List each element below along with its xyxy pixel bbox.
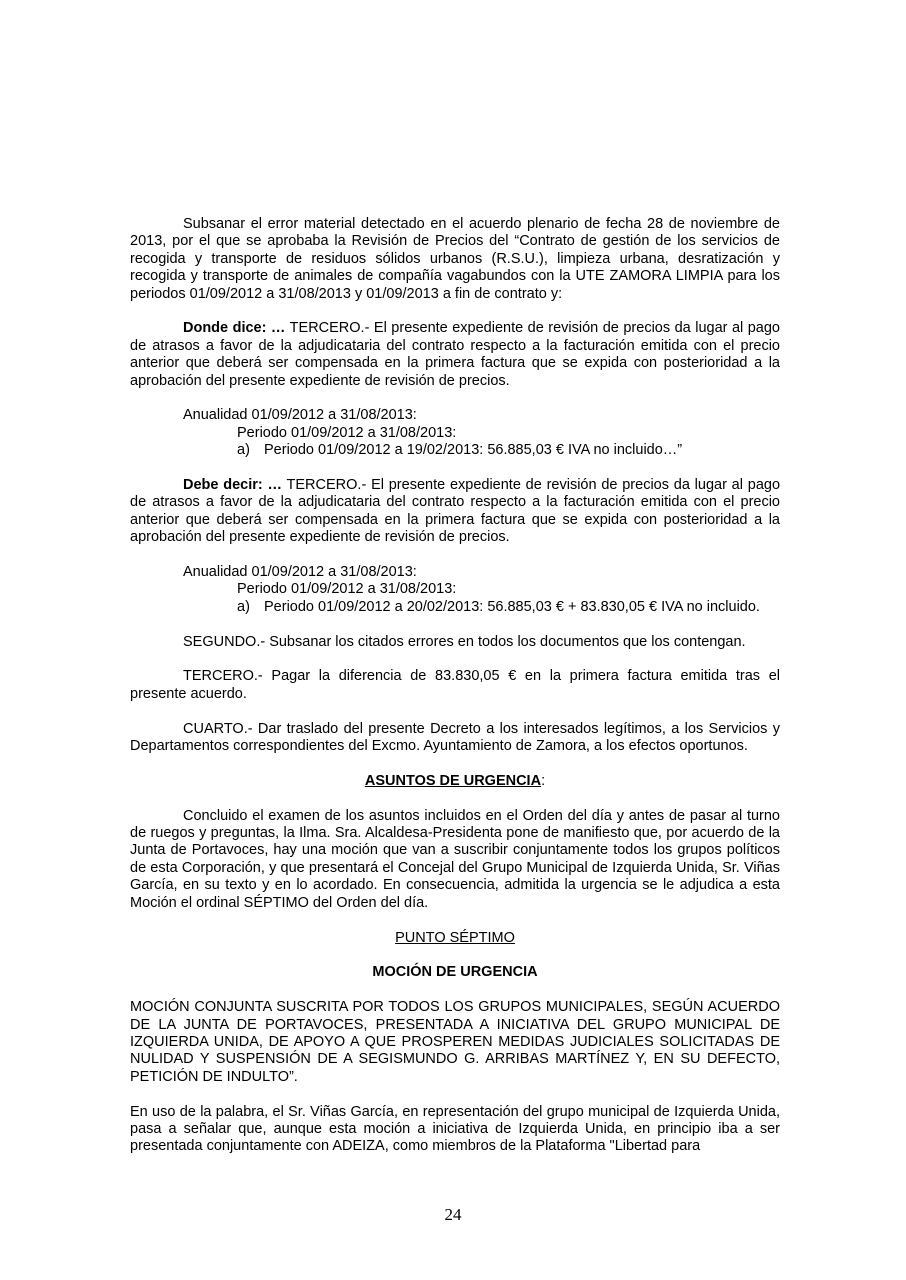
- donde-periodo: Periodo 01/09/2012 a 31/08/2013:: [237, 424, 457, 441]
- debe-periodo: Periodo 01/09/2012 a 31/08/2013:: [237, 581, 457, 598]
- donde-dice-label: Donde dice: …: [183, 320, 286, 337]
- debe-decir-label: Debe decir: …: [183, 477, 283, 494]
- mocion-title: MOCIÓN CONJUNTA SUSCRITA POR TODOS LOS GRUPOS MUNICIPALES, SEGÚN ACUERDO DE LA JUNTA DE PORTAVOCES, PRESENTADA A INICIATIVA DEL GRUPO MUNICIPAL DE IZQUIERDA UNIDA, DE APOYO A QUE PROSPEREN MEDIDAS JUDICIALES SOLICITADAS DE NULIDAD Y SUSPENSIÓN DE A SEGISMUNDO G. ARRIBAS MARTÍNEZ Y, EN SU DEFECTO, PETICIÓN DE INDULTO”.: [130, 999, 780, 1085]
- page-body: [130, 216, 780, 1156]
- urgencia-paragraph: Concluido el examen de los asuntos incluidos en el Orden del día y antes de pasar al turno de ruegos y preguntas, la Ilma. Sra. Alcaldesa-Presidenta pone de manifiesto que, por acuerdo de la Junta de Portavoces, hay una moción que van a suscribir conjuntamente todos los grupos políticos de esta Corporación, y que presentará el Concejal del Grupo Municipal de Izquierda Unida, Sr. Viñas García, en su texto y en lo acordado. En consecuencia, admitida la urgencia se le adjudica a esta Moción el ordinal SÉPTIMO del Orden del día.: [130, 807, 780, 911]
- debe-decir-paragraph: [130, 477, 780, 547]
- debe-anualidad: Anualidad 01/09/2012 a 31/08/2013:: [183, 564, 417, 581]
- urgencia-heading: [130, 773, 780, 790]
- donde-dice-paragraph: [130, 320, 780, 390]
- donde-dice-text: TERCERO.- El presente expediente de revisión de precios da lugar al pago de atrasos a favor de la adjudicataria del contrato respecto a la facturación emitida con el precio anterior que deberá ser compensada en la primera factura que se expida con posterioridad a la aprobación del presente expediente de revisión de precios.: [130, 320, 780, 389]
- final-paragraph: En uso de la palabra, el Sr. Viñas García, en representación del grupo municipal de Izquierda Unida, pasa a señalar que, aunque esta moción a iniciativa de Izquierda Unida, en principio iba a ser presentada conjuntamente con ADEIZA, como miembros de la Plataforma "Libertad para: [130, 1103, 780, 1155]
- punto-heading: [130, 930, 780, 947]
- punto-heading-text: PUNTO SÉPTIMO: [395, 929, 515, 946]
- intro-paragraph: Subsanar el error material detectado en el acuerdo plenario de fecha 28 de noviembre de 2013, por el que se aprobaba la Revisión de Precios del “Contrato de gestión de los servicios de recogida y transporte de residuos sólidos urbanos (R.S.U.), limpieza urbana, desratización y recogida y transporte de animales de compañía vagabundos con la UTE ZAMORA LIMPIA para los periodos 01/09/2012 a 31/08/2013 y 01/09/2013 a fin de contrato y:: [130, 216, 780, 302]
- debe-list-item: [130, 599, 780, 616]
- list-item-text: Periodo 01/09/2012 a 19/02/2013: 56.885,03 € IVA no incluido…”: [264, 442, 683, 459]
- list-marker: a): [237, 598, 250, 615]
- segundo-paragraph: SEGUNDO.- Subsanar los citados errores en todos los documentos que los contengan.: [183, 633, 746, 650]
- list-marker: a): [237, 442, 250, 459]
- urgencia-heading-text: ASUNTOS DE URGENCIA: [364, 772, 542, 789]
- donde-list-item: [130, 442, 780, 459]
- urgencia-heading-colon: :: [541, 772, 546, 789]
- list-item-text: Periodo 01/09/2012 a 20/02/2013: 56.885,03 € + 83.830,05 € IVA no incluido.: [264, 598, 760, 615]
- debe-decir-text: TERCERO.- El presente expediente de revisión de precios da lugar al pago de atrasos a favor de la adjudicataria del contrato respecto a la facturación emitida con el precio anterior que deberá ser compensada en la primera factura que se expida con posterioridad a la aprobación del presente expediente de revisión de precios.: [130, 477, 781, 546]
- page-number: 24: [444, 1205, 462, 1224]
- mocion-heading: MOCIÓN DE URGENCIA: [372, 964, 538, 981]
- donde-anualidad: Anualidad 01/09/2012 a 31/08/2013:: [183, 407, 417, 424]
- tercero-paragraph: TERCERO.- Pagar la diferencia de 83.830,05 € en la primera factura emitida tras el presente acuerdo.: [130, 668, 780, 702]
- cuarto-paragraph: CUARTO.- Dar traslado del presente Decreto a los interesados legítimos, a los Servicios y Departamentos correspondientes del Excmo. Ayuntamiento de Zamora, a los efectos oportunos.: [130, 720, 780, 755]
